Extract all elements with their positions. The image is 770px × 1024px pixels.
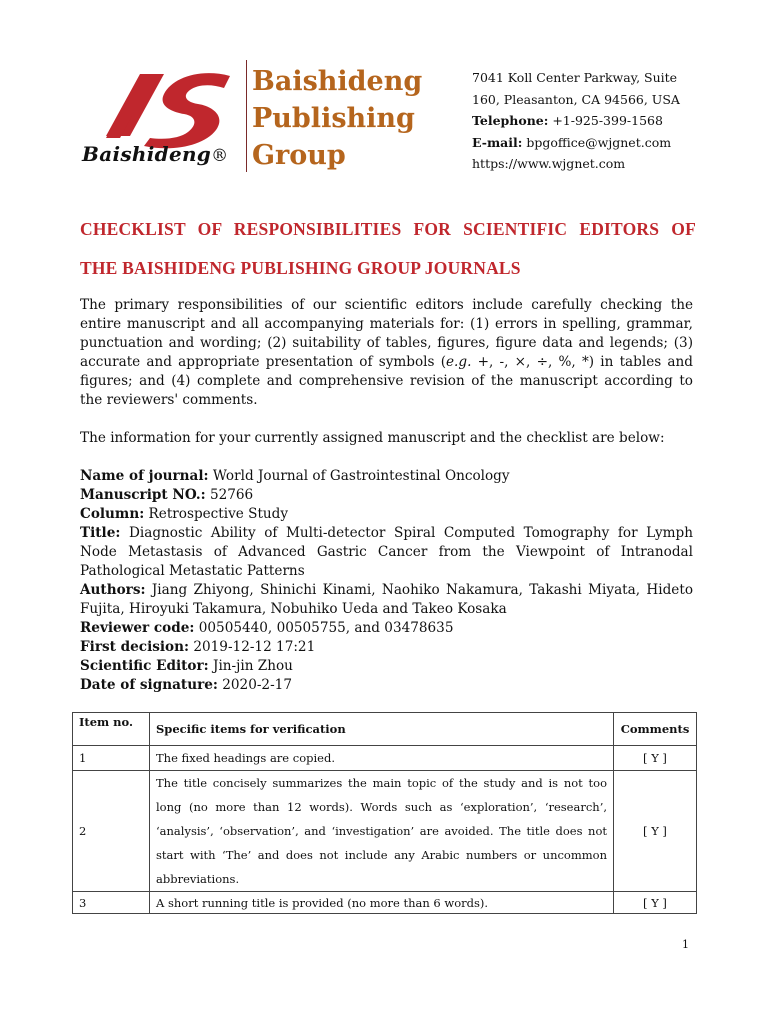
- title-label: Title:: [80, 525, 121, 541]
- address-line-1: 7041 Koll Center Parkway, Suite: [472, 70, 678, 85]
- email-label: E-mail:: [472, 134, 523, 150]
- row-comment: [ Y ]: [614, 892, 697, 914]
- telephone-value: +1-925-399-1568: [552, 113, 663, 128]
- publisher-line-2: Publishing: [252, 103, 415, 134]
- publisher-line-1: Baishideng: [252, 66, 423, 97]
- authors-label: Authors:: [80, 582, 146, 598]
- intro-text-1: The primary responsibilities of our scientific editors include carefully checking the entire manuscript and all accompanying materials for: (1) errors in spelling, grammar, punctuation and wording; (2) suitability of tables, figures, figure data and legends; (3) accurate and appropriate presentation of symbols (: [80, 297, 693, 370]
- column-row: [80, 505, 693, 524]
- row-number: 3: [73, 892, 150, 914]
- row-item-text: The title concisely summarizes the main topic of the study and is not too long (no more than 12 words). Words such as ‘exploration’, ‘research’, ‘analysis’, ‘observation’, and ‘investigation’ are avoided. The title does not start with ‘The’ and does not include any Arabic numbers or uncommon abbreviations.: [150, 771, 614, 892]
- signature-row: [80, 676, 693, 695]
- editor-label: Scientific Editor:: [80, 658, 209, 674]
- publisher-line-3: Group: [252, 140, 346, 171]
- reviewer-row: [80, 619, 693, 638]
- intro-paragraph: [80, 296, 693, 410]
- decision-label: First decision:: [80, 639, 190, 655]
- contact-block: [472, 67, 680, 175]
- intro-text-2: +, -, ×, ÷, %, *) in tables and figures; and (4) complete and comprehensive revision of the manuscript according to the reviewers' comments.: [80, 354, 693, 408]
- row-number: 2: [73, 771, 150, 892]
- email-value[interactable]: bpgoffice@wjgnet.com: [526, 134, 672, 150]
- authors-row: [80, 581, 693, 619]
- telephone-label: Telephone:: [472, 113, 549, 128]
- title-row: [80, 524, 693, 581]
- brand-script-text: Baishideng: [82, 142, 212, 166]
- checklist-table: [72, 712, 697, 914]
- manuscript-label: Manuscript NO.:: [80, 487, 206, 503]
- website-link[interactable]: https://www.wjgnet.com: [472, 156, 626, 171]
- authors-value: Jiang Zhiyong, Shinichi Kinami, Naohiko Nakamura, Takashi Miyata, Hideto Fujita, Hiroyuki Takamura, Nobuhiko Ueda and Takeo Kosaka: [80, 582, 693, 617]
- table-header-row: [73, 713, 697, 746]
- reviewer-label: Reviewer code:: [80, 620, 195, 636]
- editor-value: Jin-jin Zhou: [208, 658, 293, 674]
- manuscript-value: 52766: [205, 487, 254, 503]
- table-row: [73, 892, 697, 914]
- row-item-text: A short running title is provided (no more than 6 words).: [150, 892, 614, 914]
- header-items: Specific items for verification: [150, 713, 614, 746]
- row-number: 1: [73, 746, 150, 771]
- publisher-name: [252, 63, 422, 174]
- signature-value: 2020-2-17: [217, 677, 292, 693]
- row-comment: [ Y ]: [614, 771, 697, 892]
- signature-label: Date of signature:: [80, 677, 218, 693]
- intro-eg: e.g.: [446, 354, 472, 370]
- table-row: [73, 746, 697, 771]
- column-value: Retrospective Study: [144, 506, 289, 522]
- title-line-1: CHECKLIST OF RESPONSIBILITIES FOR SCIENTIFIC EDITORS OF: [80, 219, 696, 239]
- decision-row: [80, 638, 693, 657]
- brand-script-logo: [82, 142, 228, 166]
- address-line-2: 160, Pleasanton, CA 94566, USA: [472, 91, 680, 107]
- header-divider: [246, 60, 247, 172]
- header-item-no: Item no.: [73, 713, 150, 746]
- title-value: Diagnostic Ability of Multi-detector Spiral Computed Tomography for Lymph Node Metastasis of Advanced Gastric Cancer from the Viewpoint of Intranodal Pathological Metastatic Patterns: [80, 525, 693, 579]
- title-line-2: THE BAISHIDENG PUBLISHING GROUP JOURNALS: [80, 258, 521, 278]
- journal-row: [80, 467, 693, 486]
- decision-value: 2019-12-12 17:21: [189, 639, 316, 655]
- manuscript-info: [80, 467, 693, 695]
- document-title: [80, 210, 696, 288]
- info-intro: The information for your currently assigned manuscript and the checklist are below:: [80, 430, 665, 446]
- header-comments: Comments: [614, 713, 697, 746]
- table-row: [73, 771, 697, 892]
- editor-row: [80, 657, 693, 676]
- journal-value: World Journal of Gastrointestinal Oncology: [208, 468, 510, 484]
- manuscript-row: [80, 486, 693, 505]
- row-item-text: The fixed headings are copied.: [150, 746, 614, 771]
- journal-label: Name of journal:: [80, 468, 209, 484]
- email-line: [472, 132, 680, 154]
- registered-mark: ®: [211, 146, 229, 166]
- telephone-line: [472, 110, 680, 132]
- column-label: Column:: [80, 506, 145, 522]
- row-comment: [ Y ]: [614, 746, 697, 771]
- reviewer-value: 00505440, 00505755, and 03478635: [194, 620, 454, 636]
- page-number: 1: [682, 938, 689, 951]
